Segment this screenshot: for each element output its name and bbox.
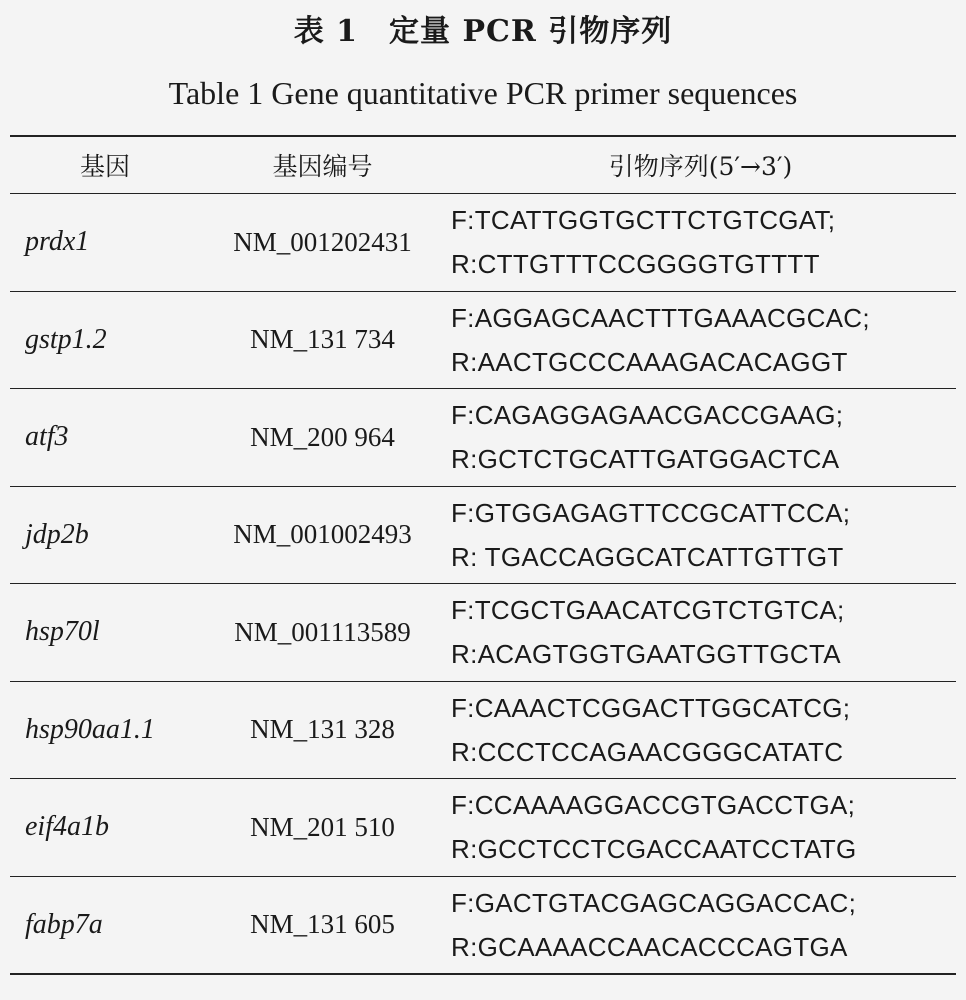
primer-table — [10, 135, 956, 975]
table-row — [10, 487, 956, 585]
gene-name: fabp7a — [25, 908, 103, 940]
accession-number: NM_201 510 — [250, 811, 395, 842]
header-accession: 基因编号 — [272, 152, 373, 181]
accession-number: NM_001113589 — [234, 616, 411, 647]
reverse-primer: R:ACAGTGGTGAATGGTTGCTA — [451, 639, 841, 670]
reverse-primer: R:GCCTCCTCGACCAATCCTATG — [451, 834, 857, 865]
reverse-primer: R:AACTGCCCAAAGACACAGGT — [451, 346, 848, 377]
primer-sequences — [445, 783, 956, 871]
accession-number: NM_001202431 — [233, 226, 412, 257]
accession-number: NM_131 605 — [250, 909, 395, 940]
primer-sequences — [445, 588, 956, 676]
primer-sequences — [445, 491, 956, 579]
primer-sequences — [445, 198, 956, 286]
forward-primer: F:TCATTGGTGCTTCTGTCGAT; — [451, 205, 836, 236]
gene-name: prdx1 — [25, 226, 90, 258]
reverse-primer: R:CTTGTTTCCGGGGTGTTTT — [451, 249, 820, 280]
primer-sequences — [445, 296, 956, 384]
reverse-primer: R:GCAAAACCAACACCCAGTGA — [451, 931, 848, 962]
accession-number: NM_200 964 — [250, 421, 395, 452]
forward-primer: F:CCAAAAGGACCGTGACCTGA; — [451, 790, 856, 821]
table-row — [10, 682, 956, 780]
header-sequence: 引物序列(5′→3′) — [608, 152, 793, 181]
table-header-row — [10, 137, 956, 194]
gene-name: hsp90aa1.1 — [25, 713, 155, 745]
forward-primer: F:GACTGTACGAGCAGGACCAC; — [451, 887, 857, 918]
accession-number: NM_001002493 — [233, 519, 412, 550]
reverse-primer: R: TGACCAGGCATCATTGTTGT — [451, 541, 844, 572]
header-gene: 基因 — [79, 152, 130, 181]
forward-primer: F:CAGAGGAGAACGACCGAAG; — [451, 400, 844, 431]
gene-name: eif4a1b — [25, 811, 109, 843]
gene-name: gstp1.2 — [25, 323, 107, 355]
primer-sequences — [445, 686, 956, 774]
primer-sequences — [445, 393, 956, 481]
table-title-english: Table 1 Gene quantitative PCR primer sequences — [168, 75, 798, 111]
accession-number: NM_131 734 — [250, 324, 395, 355]
accession-number: NM_131 328 — [250, 714, 395, 745]
gene-name: hsp70l — [25, 616, 100, 648]
reverse-primer: R:CCCTCCAGAACGGGCATATC — [451, 736, 844, 767]
forward-primer: F:TCGCTGAACATCGTCTGTCA; — [451, 595, 845, 626]
reverse-primer: R:GCTCTGCATTGATGGACTCA — [451, 444, 840, 475]
table-title-chinese: 表 1 定量 PCR 引物序列 — [293, 14, 673, 49]
table-row — [10, 389, 956, 487]
table-row — [10, 194, 956, 292]
table-row — [10, 877, 956, 974]
primer-sequences — [445, 881, 956, 969]
forward-primer: F:CAAACTCGGACTTGGCATCG; — [451, 692, 851, 723]
table-row — [10, 292, 956, 390]
forward-primer: F:GTGGAGAGTTCCGCATTCCA; — [451, 497, 851, 528]
table-row — [10, 779, 956, 877]
table-row — [10, 584, 956, 682]
gene-name: atf3 — [25, 421, 69, 453]
gene-name: jdp2b — [25, 518, 89, 550]
forward-primer: F:AGGAGCAACTTTGAAACGCAC; — [451, 302, 870, 333]
